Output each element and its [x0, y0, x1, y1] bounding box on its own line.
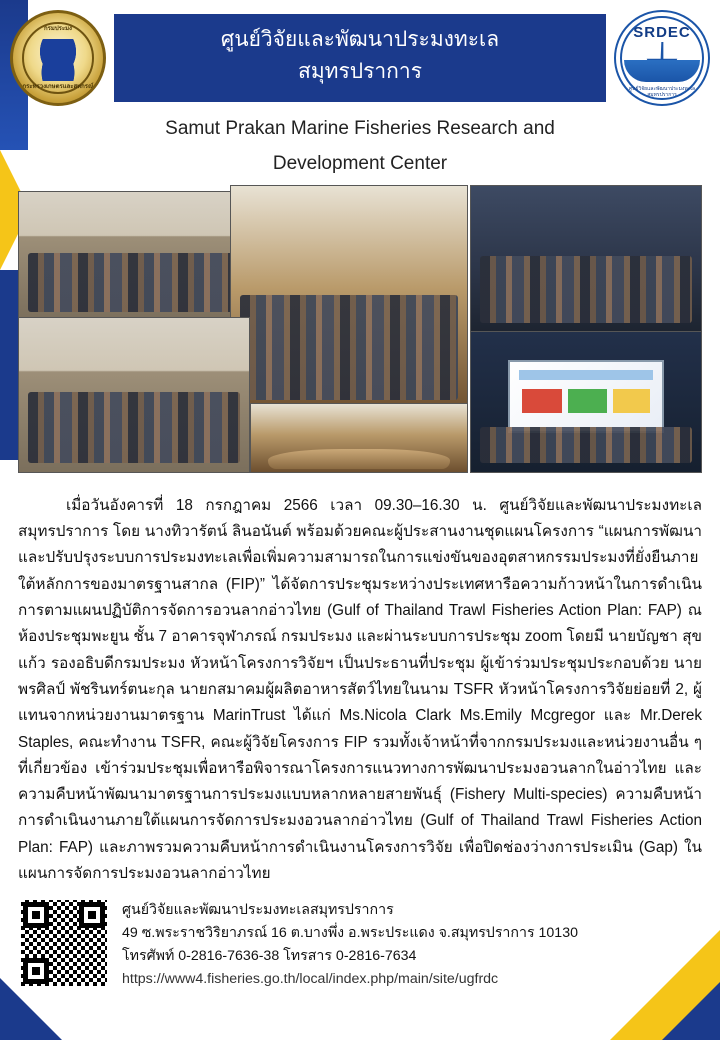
footer-org-name: ศูนย์วิจัยและพัฒนาประมงทะเลสมุทรปราการ [122, 902, 394, 919]
article-paragraph: เมื่อวันอังคารที่ 18 กรกฎาคม 2566 เวลา 09.30–16.30 น. ศูนย์วิจัยและพัฒนาประมงทะเลสมุทรปราการ โดย นางทิวารัตน์ ลินอนันต์ พร้อมด้วยคณะผู้ประสานงานชุดแผนโครงการ “แผนการพัฒนาและปรับปรุงระบบการประมงทะเลเพื่อเพิ่มความสามารถในการแข่งขันของอุตสาหกรรมประมงที่ยั่งยืนภายใต้หลักการของมาตรฐานสากล (FIP)” ได้จัดการประชุมระหว่างประเทศหารือความก้าวหน้าในการดำเนินการตามแผนปฏิบัติการจัดการอวนลากอ่าวไทย (Gulf of Thailand Trawl Fisheries Action Plan: FAP) ณ ห้องประชุมพะยูน ชั้น 7 อาคารจุฬาภรณ์ กรมประมง และผ่านระบบการประชุม zoom โดยมี นายบัญชา สุขแก้ว รองอธิบดีกรมประมง หัวหน้าโครงการวิจัยฯ เป็นประธานที่ประชุม ผู้เข้าร่วมประชุมประกอบด้วย นายพรศิลป์ พัชรินทร์ตนะกุล นายกสมาคมผู้ผลิตอาหารสัตว์ไทยในนาม TSFR หัวหน้าโครงการวิจัยย่อยที่ 2, ผู้แทนจากหน่วยงานมาตรฐาน MarinTrust ได้แก่ Ms.Nicola Clark Ms.Emily Mcgregor และ Mr.Derek Staples, คณะทำงาน TSFR, คณะผู้วิจัยโครงการ FIP รวมทั้งเจ้าหน้าที่จากกรมประมงและหน่วยงานอื่น ๆ ที่เกี่ยวข้อง เข้าร่วมประชุมเพื่อหารือพิจารณาโครงการแนวทางการพัฒนาประมงอวนลากในอ่าวไทย และความคืบหน้าพัฒนามาตรฐานการประมงแบบหลากหลายสายพันธุ์ (Fishery Multi-species) ความคืบหน้าการดำเนินงานภายใต้แผนการจัดการประมงอวนลากอ่าวไทย (Gulf of Thailand Trawl Fisheries Action Plan: FAP) และภาพรวมความคืบหน้าการดำเนินงานโครงการวิจัย เพื่อปิดช่องว่างการประเมิน (Gap) ในแผนการจัดการประมงอวนลากอ่าวไทย [18, 496, 702, 883]
logo-acronym: SRDEC [633, 24, 691, 41]
article-body [18, 493, 702, 887]
photo-participants-table [18, 317, 250, 473]
page-title-en-line1: Samut Prakan Marine Fisheries Research and [165, 118, 555, 139]
logo-caption: ศูนย์วิจัยและพัฒนาประมงทะเลสมุทรปราการ [628, 86, 696, 98]
photo-collage [18, 185, 702, 485]
footer-website-link[interactable]: https://www4.fisheries.go.th/local/index.php/main/site/ugfrdc [122, 971, 499, 988]
page-title-en-line2: Development Center [272, 153, 448, 175]
qr-code[interactable] [18, 897, 110, 989]
photo-meeting-room-wide [230, 185, 468, 415]
photo-round-table [250, 403, 468, 473]
footer-phone: โทรศัพท์ 0-2816-7636-38 โทรสาร 0-2816-7634 [122, 948, 417, 965]
srdec-logo-icon [614, 10, 710, 106]
seal-bottom-text: กระทรวงเกษตรและสหกรณ์ [22, 84, 94, 91]
seal-top-text: กรมประมง [44, 26, 72, 32]
title-banner [114, 14, 606, 102]
photo-conference-hall [470, 185, 702, 333]
page-title-th-line2: สมุทรปราการ [298, 59, 422, 83]
photo-presentation-screen [470, 331, 702, 473]
seal-emblem [35, 39, 81, 81]
department-of-fisheries-seal-icon [10, 10, 106, 106]
page-title-th-line1: ศูนย์วิจัยและพัฒนาประมงทะเล [220, 28, 500, 51]
photo-group-standing [18, 191, 254, 321]
header [0, 0, 720, 112]
footer-address: 49 ซ.พระราชวิริยาภรณ์ 16 ต.บางพึ่ง อ.พระประแดง จ.สมุทรปราการ 10130 [122, 925, 578, 942]
footer-contact-block [122, 897, 702, 991]
qr-eye-top-right [79, 902, 105, 928]
qr-eye-bottom-left [23, 958, 49, 984]
footer [18, 897, 702, 991]
qr-eye-top-left [23, 902, 49, 928]
logo-wave [624, 60, 700, 82]
